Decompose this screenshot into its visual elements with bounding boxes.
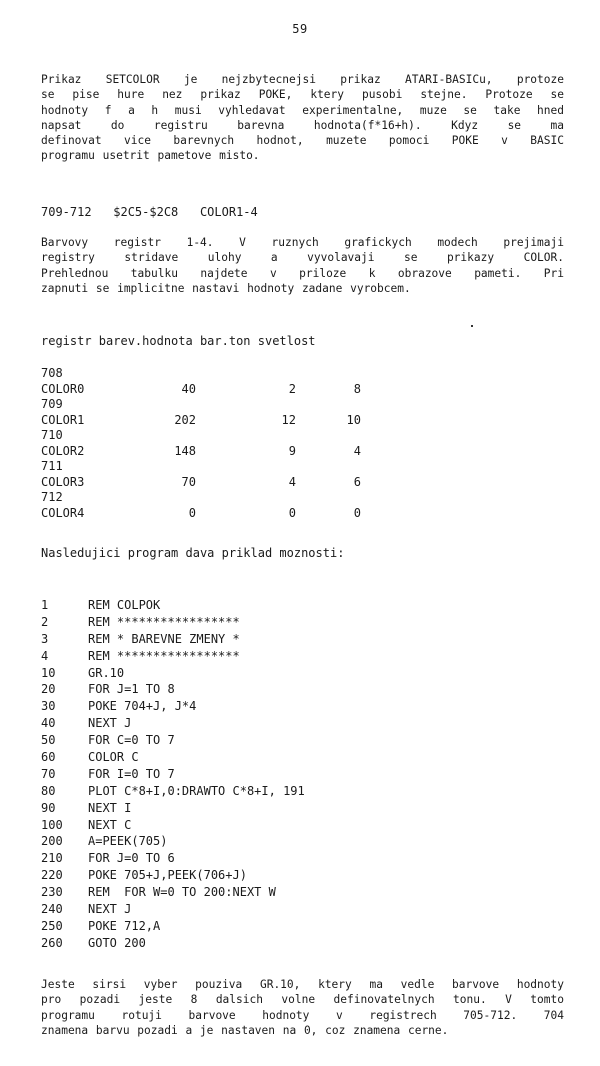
line-number: 200: [41, 834, 63, 849]
section-heading: 709-712 $2C5-$2C8 COLOR1-4: [41, 205, 258, 219]
statement: NEXT J: [88, 902, 132, 917]
paragraph-line: programu usetrit pametove misto.: [41, 149, 260, 163]
paragraph-line: se pise hure nez prikaz POKE, ktery pusobi stejne. Protoze se: [41, 88, 564, 102]
statement: PLOT C*8+I,0:DRAWTO C*8+I, 191: [88, 783, 305, 798]
line-number: 60: [41, 750, 56, 765]
line-number: 4: [41, 648, 49, 663]
hue-cell: 4: [288, 474, 296, 489]
paragraph-line: definovat vice barevnych hodnot, muzete pomoci POKE v BASIC: [41, 134, 564, 148]
luminance-cell: 0: [353, 505, 361, 520]
address-cell: 711: [41, 459, 63, 473]
line-number: 2: [41, 614, 49, 629]
line-number: 250: [41, 918, 63, 933]
statement: A=PEEK(705): [88, 834, 168, 849]
statement: POKE 704+J, J*4: [88, 699, 197, 714]
color-value-cell: 70: [181, 474, 196, 489]
line-number: 80: [41, 783, 56, 798]
statement: FOR J=0 TO 6: [88, 851, 175, 866]
line-number: 40: [41, 716, 56, 731]
statement: FOR I=0 TO 7: [88, 766, 175, 781]
line-number: 220: [41, 868, 63, 883]
address-cell: 712: [41, 490, 63, 504]
paragraph-line: registry stridave ulohy a vyvolavaji se prikazy COLOR.: [41, 251, 564, 265]
paragraph-line: Jeste sirsi vyber pouziva GR.10, ktery ma vedle barvove hodnoty: [41, 978, 564, 991]
paragraph-setcolor: [41, 72, 564, 164]
statement: GOTO 200: [88, 935, 146, 950]
scan-speck: [471, 325, 473, 327]
address-cell: 710: [41, 428, 63, 442]
paragraph-line: Prehlednou tabulku najdete v priloze k obrazove pameti. Pri: [41, 266, 564, 280]
color-value-cell: 40: [181, 381, 196, 396]
statement: REM COLPOK: [88, 598, 161, 612]
paragraph-gr10: [41, 977, 564, 1038]
luminance-cell: 8: [353, 381, 361, 396]
line-number: 260: [41, 935, 63, 950]
statement: NEXT C: [88, 817, 132, 832]
color-value-cell: 0: [188, 505, 196, 520]
paragraph-line: pro pozadi jeste 8 dalsich volne definovatelnych tonu. V tomto: [41, 993, 564, 1007]
program-intro: Nasledujici program dava priklad moznosti:: [41, 546, 345, 560]
paragraph-line: znamena barvu pozadi a je nastaven na 0, coz znamena cerne.: [41, 1023, 449, 1037]
line-number: 70: [41, 766, 56, 781]
register-name-cell: COLOR2: [41, 443, 85, 458]
address-cell: 708: [41, 366, 63, 380]
statement: POKE 712,A: [88, 918, 161, 933]
page-number: 59: [292, 22, 308, 36]
statement: REM FOR W=0 TO 200:NEXT W: [88, 885, 276, 900]
line-number: 1: [41, 598, 49, 612]
paragraph-line: Barvovy registr 1-4. V ruznych grafickych modech prejimaji: [41, 236, 564, 249]
register-name-cell: COLOR0: [41, 381, 85, 396]
statement: FOR J=1 TO 8: [88, 682, 175, 697]
paragraph-line: programu rotuji barvove hodnoty v registrech 705-712. 704: [41, 1008, 564, 1022]
luminance-cell: 6: [353, 474, 361, 489]
statement: REM *****************: [88, 614, 240, 629]
register-table-header: registr barev.hodnota bar.ton svetlost: [41, 334, 316, 348]
line-number: 50: [41, 733, 56, 748]
statement: REM * BAREVNE ZMENY *: [88, 631, 240, 646]
color-value-cell: 148: [174, 443, 196, 458]
hue-cell: 2: [288, 381, 296, 396]
register-name-cell: COLOR4: [41, 505, 85, 520]
line-number: 10: [41, 665, 56, 680]
hue-cell: 9: [288, 443, 296, 458]
paragraph-line: hodnoty f a h musi vyhledavat experimentalne, muze se take hned: [41, 103, 564, 117]
line-number: 100: [41, 817, 63, 832]
line-number: 240: [41, 902, 63, 917]
paragraph-color-registers: [41, 235, 564, 296]
hue-cell: 12: [281, 412, 296, 427]
statement: COLOR C: [88, 750, 139, 765]
color-value-cell: 202: [174, 412, 196, 427]
paragraph-line: zapnuti se implicitne nastavi hodnoty zadane vyrobcem.: [41, 281, 411, 295]
line-number: 230: [41, 885, 63, 900]
statement: NEXT J: [88, 716, 132, 731]
register-name-cell: COLOR3: [41, 474, 85, 489]
line-number: 210: [41, 851, 63, 866]
line-number: 3: [41, 631, 49, 646]
statement: REM *****************: [88, 648, 240, 663]
statement: NEXT I: [88, 800, 132, 815]
paragraph-line: Prikaz SETCOLOR je nejzbytecnejsi prikaz ATARI-BASICu, protoze: [41, 73, 564, 86]
paragraph-line: napsat do registru barevna hodnota(f*16+h). Kdyz se ma: [41, 118, 564, 132]
luminance-cell: 10: [346, 412, 361, 427]
statement: FOR C=0 TO 7: [88, 733, 175, 748]
luminance-cell: 4: [353, 443, 361, 458]
hue-cell: 0: [288, 505, 296, 520]
line-number: 30: [41, 699, 56, 714]
register-name-cell: COLOR1: [41, 412, 85, 427]
line-number: 90: [41, 800, 56, 815]
line-number: 20: [41, 682, 56, 697]
address-cell: 709: [41, 397, 63, 411]
statement: GR.10: [88, 665, 125, 680]
statement: POKE 705+J,PEEK(706+J): [88, 868, 247, 883]
